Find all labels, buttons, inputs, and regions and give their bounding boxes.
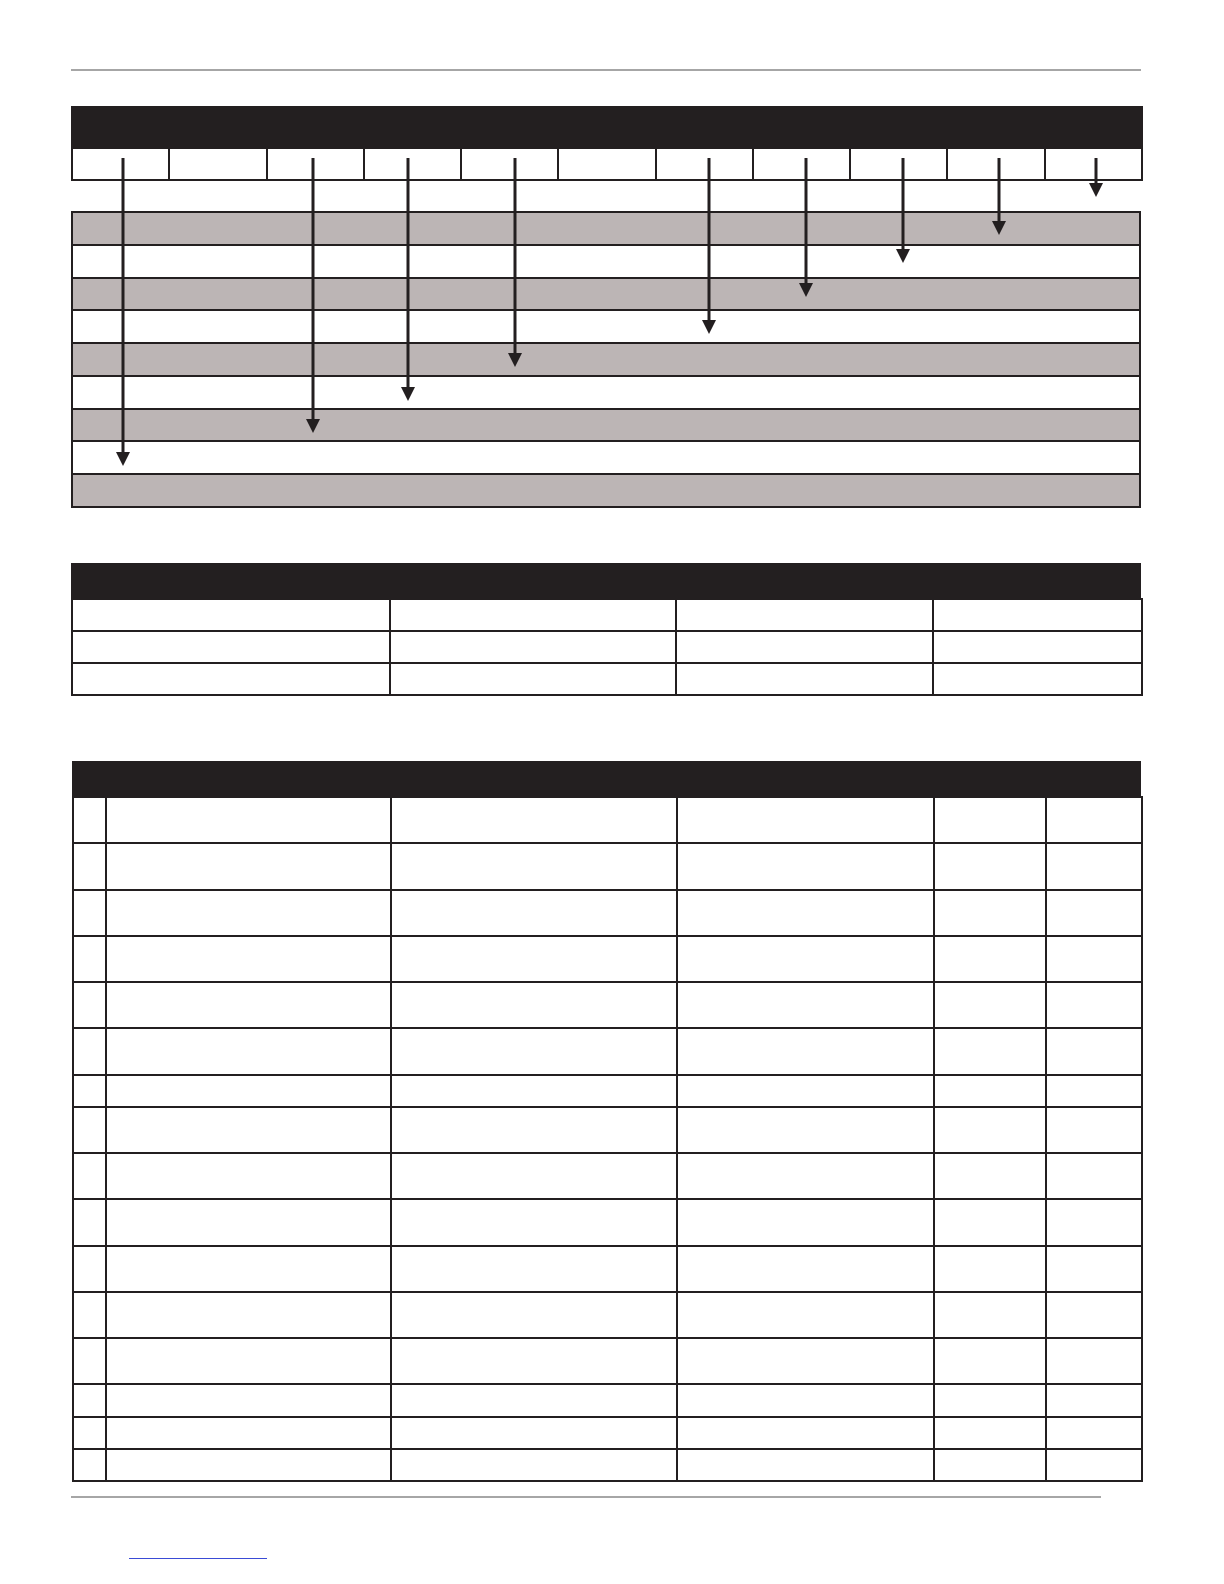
table-row — [73, 1107, 1142, 1153]
middle-table — [71, 598, 1143, 696]
table-row — [73, 1292, 1142, 1338]
bottom-rule — [71, 1496, 1101, 1498]
top-rule — [71, 69, 1141, 71]
table-row — [73, 1384, 1142, 1416]
table-row — [73, 936, 1142, 982]
header-cell — [461, 148, 558, 180]
header-cell — [850, 148, 947, 180]
table-row — [72, 278, 1140, 311]
header-cell — [558, 148, 655, 180]
table-row — [72, 310, 1140, 343]
table-row — [73, 1199, 1142, 1245]
bottom-table-header-band — [72, 761, 1141, 797]
table-row — [72, 441, 1140, 474]
middle-table-header-band — [71, 563, 1141, 599]
table-row — [73, 890, 1142, 936]
header-cell — [169, 148, 266, 180]
bottom-table — [72, 796, 1143, 1482]
table-row — [72, 599, 1142, 631]
header-cell — [656, 148, 753, 180]
header-cell — [72, 148, 169, 180]
table-row — [72, 212, 1140, 245]
table-row — [72, 245, 1140, 278]
table-row — [73, 1246, 1142, 1292]
arrowhead — [1089, 183, 1103, 197]
top-table-header-band — [71, 106, 1143, 148]
header-cell — [1045, 148, 1142, 180]
table-row — [73, 1028, 1142, 1074]
table-row — [72, 343, 1140, 376]
table-row — [73, 1338, 1142, 1384]
header-cell — [364, 148, 461, 180]
table-row — [72, 409, 1140, 442]
table-row — [72, 631, 1142, 663]
table-row — [73, 797, 1142, 843]
footer-link-underline[interactable] — [129, 1558, 267, 1559]
table-row — [72, 663, 1142, 695]
header-cell — [753, 148, 850, 180]
table-row — [72, 376, 1140, 409]
table-row — [72, 474, 1140, 507]
table-row — [73, 1449, 1142, 1481]
table-row — [73, 982, 1142, 1028]
table-row — [73, 1153, 1142, 1199]
top-table-body — [71, 211, 1141, 508]
table-row — [73, 843, 1142, 889]
table-row — [73, 1075, 1142, 1107]
top-table-header-cells — [71, 147, 1143, 181]
header-cell — [267, 148, 364, 180]
header-cell — [947, 148, 1044, 180]
table-row — [73, 1417, 1142, 1449]
